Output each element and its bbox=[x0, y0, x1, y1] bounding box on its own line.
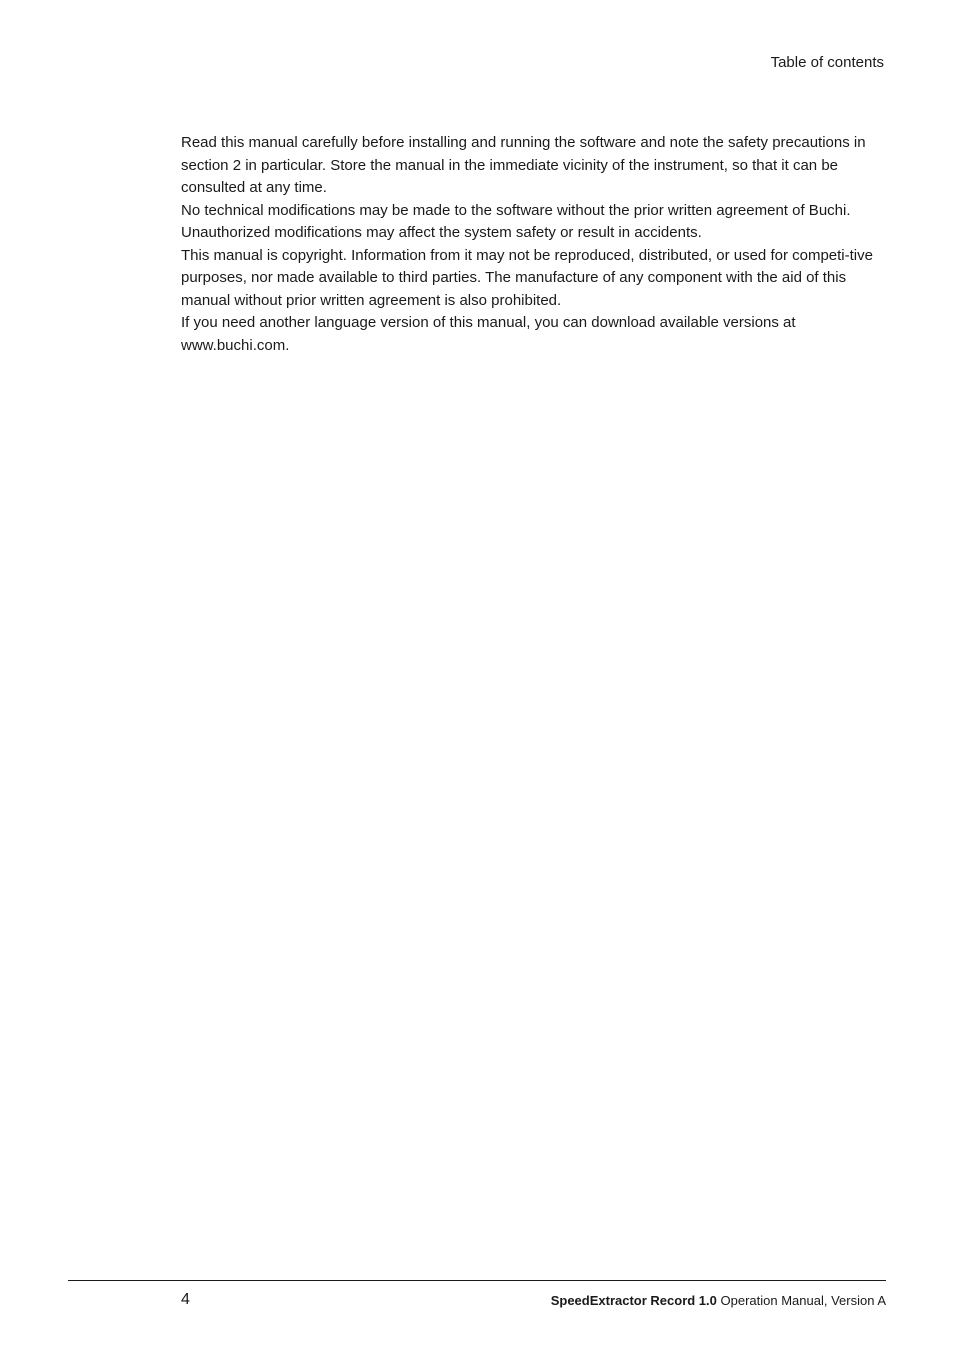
page-number: 4 bbox=[181, 1291, 190, 1308]
footer-product-name: SpeedExtractor Record 1.0 bbox=[550, 1293, 717, 1308]
paragraph-read-manual: Read this manual carefully before installing and running the software and note the safety precautions in section 2 in particular. Store the manual in the immediate vicinity of the instrument, so that it can be consulted at any time. bbox=[181, 134, 866, 196]
footer-document-label: Operation Manual, Version A bbox=[716, 1293, 886, 1308]
running-header: Table of contents bbox=[770, 54, 884, 71]
paragraph-language-versions: If you need another language version of this manual, you can download available versions at www.buchi.com. bbox=[181, 314, 796, 354]
paragraph-modifications: No technical modifications may be made to the software without the prior written agreement of Buchi. Unauthorized modifications may affect the system safety or result in accidents. bbox=[181, 201, 851, 241]
footer-divider bbox=[68, 1280, 886, 1281]
footer-document-title bbox=[551, 1292, 886, 1310]
paragraph-copyright: This manual is copyright. Information from it may not be reproduced, distributed, or used for competi-tive purposes, nor made available to third parties. The manufacture of any component with the aid of this manual without prior written agreement is also prohibited. bbox=[181, 246, 873, 309]
body-text bbox=[181, 132, 883, 357]
